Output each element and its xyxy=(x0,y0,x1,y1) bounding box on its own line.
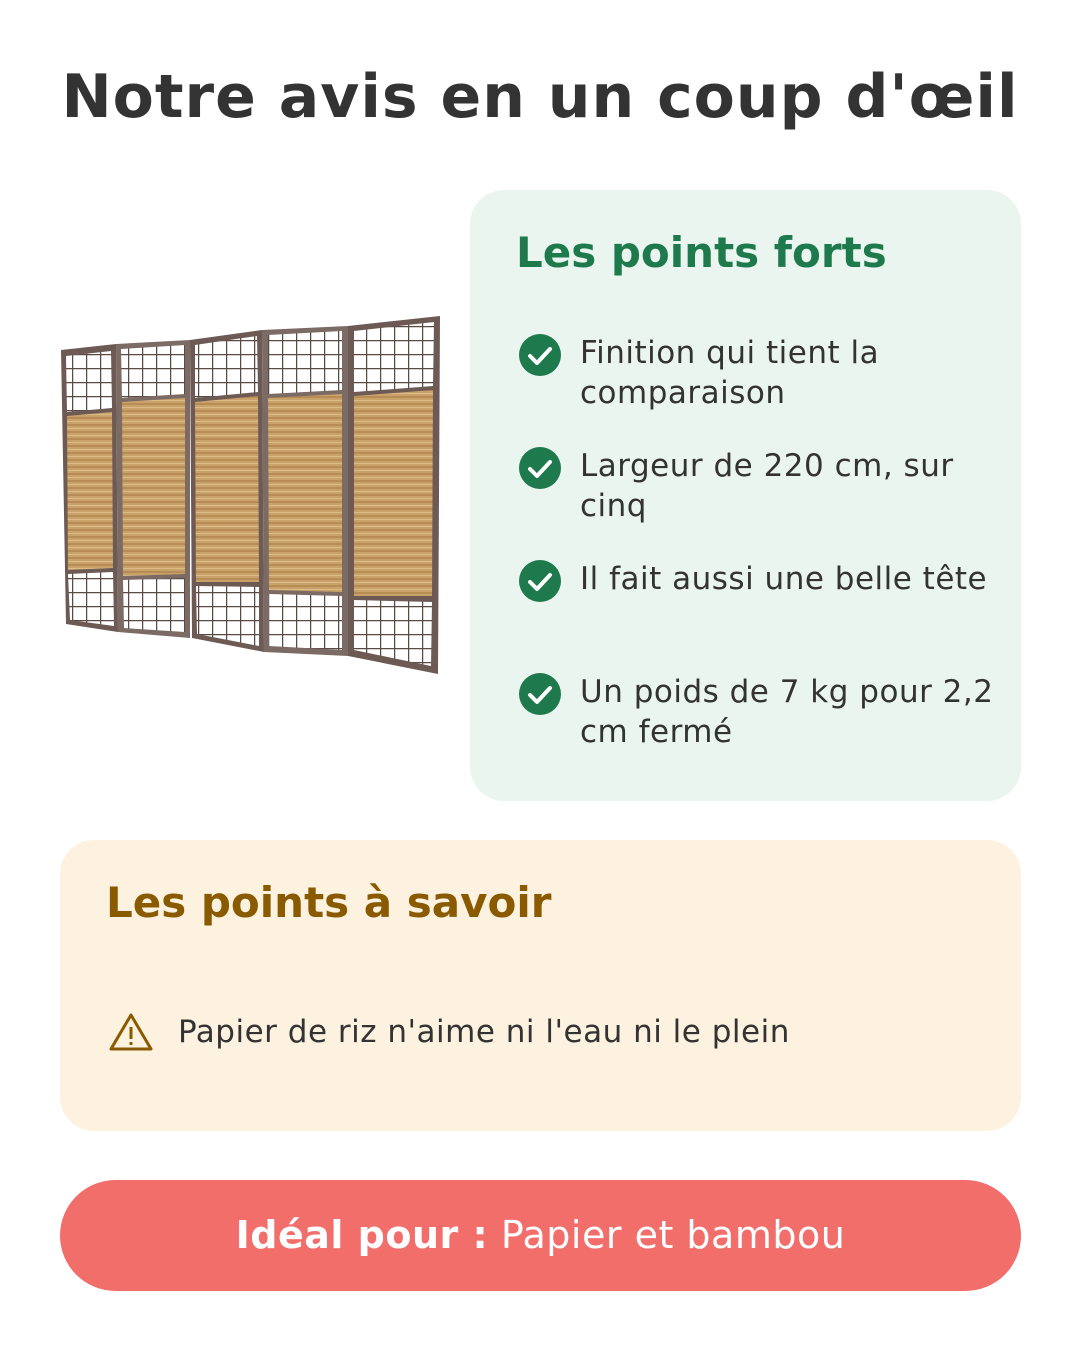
list-item xyxy=(518,559,988,672)
list-item xyxy=(518,446,988,559)
check-circle-icon xyxy=(518,333,562,377)
product-image xyxy=(58,312,442,678)
check-circle-icon xyxy=(518,559,562,603)
pros-item-text: Il fait aussi une belle tête xyxy=(580,561,988,597)
pros-title: Les points forts xyxy=(516,228,887,277)
cons-title: Les points à savoir xyxy=(106,878,552,927)
list-item xyxy=(108,1010,968,1054)
pros-item-text: Finition qui tient la comparaison xyxy=(580,335,880,411)
pros-item-text: Largeur de 220 cm, sur cinq xyxy=(580,448,954,524)
page-title: Notre avis en un coup d'œil xyxy=(61,62,1019,132)
cons-card xyxy=(60,840,1021,1131)
check-circle-icon xyxy=(518,446,562,490)
list-item xyxy=(518,672,994,785)
room-divider-illustration xyxy=(58,312,442,678)
divider-panel-1 xyxy=(61,344,118,632)
ideal-for-value: Papier et bambou xyxy=(500,1213,846,1257)
divider-panel-4 xyxy=(262,326,348,656)
pros-list xyxy=(518,333,994,785)
divider-panel-3 xyxy=(190,330,264,652)
divider-panel-5 xyxy=(348,316,440,674)
ideal-for-banner xyxy=(60,1180,1021,1291)
warning-triangle-icon xyxy=(108,1012,154,1052)
list-item xyxy=(518,333,988,446)
divider-panel-2 xyxy=(116,340,190,638)
ideal-for-label: Idéal pour : xyxy=(235,1213,489,1257)
pros-card xyxy=(470,190,1021,801)
pros-item-text: Un poids de 7 kg pour 2,2 cm fermé xyxy=(580,674,994,750)
check-circle-icon xyxy=(518,672,562,716)
cons-item-text: Papier de riz n'aime ni l'eau ni le plein xyxy=(178,1014,790,1050)
